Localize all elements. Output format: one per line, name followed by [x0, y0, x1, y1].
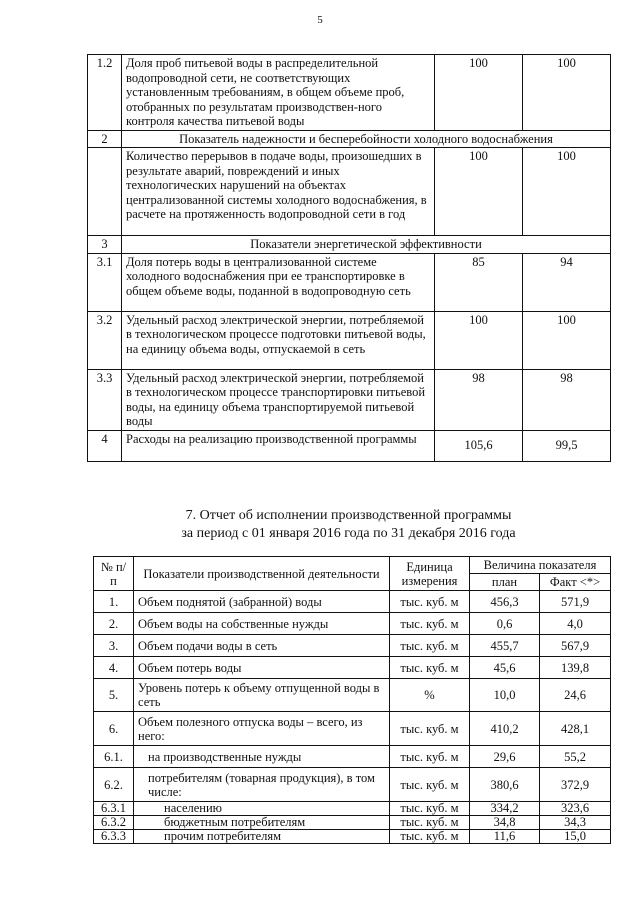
value-1: 105,6 — [435, 430, 523, 461]
plan-value: 410,2 — [470, 712, 540, 746]
header-fact: Факт <*> — [540, 574, 611, 591]
row-number: 3.2 — [88, 311, 122, 369]
indicator-name: Объем потерь воды — [134, 657, 390, 679]
production-report-table — [93, 556, 611, 844]
value-1: 100 — [435, 55, 523, 131]
plan-value: 45,6 — [470, 657, 540, 679]
row-number: 6.3.2 — [94, 816, 134, 830]
plan-value: 456,3 — [470, 591, 540, 613]
fact-value: 55,2 — [540, 746, 611, 768]
table-row — [94, 679, 611, 712]
row-number: 6.1. — [94, 746, 134, 768]
unit: тыс. куб. м — [390, 591, 470, 613]
indicator-row — [88, 311, 611, 369]
plan-value: 0,6 — [470, 613, 540, 635]
row-number: 2 — [88, 130, 122, 148]
indicator-name: Объем воды на собственные нужды — [134, 613, 390, 635]
plan-value: 34,8 — [470, 816, 540, 830]
report-title — [87, 507, 610, 543]
indicator-name: Объем поднятой (забранной) воды — [134, 591, 390, 613]
row-number: 1.2 — [88, 55, 122, 131]
indicator-name: Объем подачи воды в сеть — [134, 635, 390, 657]
row-number: 3 — [88, 236, 122, 254]
indicators-table — [87, 54, 611, 462]
row-number: 3.1 — [88, 253, 122, 311]
section-row — [88, 130, 611, 148]
row-number: 5. — [94, 679, 134, 712]
indicator-name: прочим потребителям — [134, 830, 390, 844]
indicator-text: Доля проб питьевой воды в распределительной водопроводной сети, не соответствующих установленным требованиям, в общем объеме проб, отобранных по результатам производствен-ного контроля качества питьевой воды — [122, 55, 435, 131]
indicator-text: Количество перерывов в подаче воды, произошедших в результате аварий, повреждений и иных технологических нарушений на объектах централизованной системы холодного водоснабжения, в расчете на протяженность водопроводной сети в год — [122, 148, 435, 236]
row-number — [88, 148, 122, 236]
indicator-text: Расходы на реализацию производственной программы — [122, 430, 435, 461]
header-row — [94, 557, 611, 574]
table-row — [94, 635, 611, 657]
section-row — [88, 236, 611, 254]
row-number: 1. — [94, 591, 134, 613]
fact-value: 139,8 — [540, 657, 611, 679]
row-number: 6.3.3 — [94, 830, 134, 844]
row-number: 3.3 — [88, 369, 122, 430]
indicator-name: Объем полезного отпуска воды – всего, из него: — [134, 712, 390, 746]
value-1: 85 — [435, 253, 523, 311]
indicator-name: потребителям (товарная продукция), в том числе: — [134, 768, 390, 802]
value-2: 100 — [523, 311, 611, 369]
unit: тыс. куб. м — [390, 816, 470, 830]
unit: тыс. куб. м — [390, 613, 470, 635]
header-value: Величина показателя — [470, 557, 611, 574]
fact-value: 323,6 — [540, 802, 611, 816]
row-number: 6.3.1 — [94, 802, 134, 816]
table-row — [94, 712, 611, 746]
fact-value: 571,9 — [540, 591, 611, 613]
row-number: 4. — [94, 657, 134, 679]
indicator-row — [88, 253, 611, 311]
unit: тыс. куб. м — [390, 657, 470, 679]
value-2: 100 — [523, 55, 611, 131]
indicator-row — [88, 55, 611, 131]
indicator-name: Уровень потерь к объему отпущенной воды в сеть — [134, 679, 390, 712]
page-number: 5 — [317, 14, 323, 26]
fact-value: 15,0 — [540, 830, 611, 844]
row-number: 4 — [88, 430, 122, 461]
plan-value: 11,6 — [470, 830, 540, 844]
unit: тыс. куб. м — [390, 746, 470, 768]
fact-value: 372,9 — [540, 768, 611, 802]
unit: тыс. куб. м — [390, 635, 470, 657]
indicator-row — [88, 430, 611, 461]
indicator-text: Удельный расход электрической энергии, потребляемой в технологическом процессе подготовки питьевой воды, на единицу объема воды, отпускаемой в сеть — [122, 311, 435, 369]
table-row — [94, 591, 611, 613]
fact-value: 4,0 — [540, 613, 611, 635]
indicator-text: Удельный расход электрической энергии, потребляемой в технологическом процессе транспортировки питьевой воды, на единицу объема транспортируемой питьевой воды — [122, 369, 435, 430]
fact-value: 428,1 — [540, 712, 611, 746]
row-number: 3. — [94, 635, 134, 657]
row-number: 6.2. — [94, 768, 134, 802]
report-title-line-2: за период с 01 января 2016 года по 31 декабря 2016 года — [181, 526, 516, 541]
table-row — [94, 746, 611, 768]
header-unit: Единица измерения — [390, 557, 470, 591]
fact-value: 567,9 — [540, 635, 611, 657]
indicator-name: бюджетным потребителям — [134, 816, 390, 830]
table-row — [94, 816, 611, 830]
plan-value: 10,0 — [470, 679, 540, 712]
report-title-line-1: 7. Отчет об исполнении производственной программы — [185, 508, 512, 523]
unit: тыс. куб. м — [390, 830, 470, 844]
fact-value: 24,6 — [540, 679, 611, 712]
value-1: 100 — [435, 311, 523, 369]
table-row — [94, 613, 611, 635]
indicator-text: Доля потерь воды в централизованной системе холодного водоснабжения при ее транспортировке в общем объеме воды, поданной в водопроводную сеть — [122, 253, 435, 311]
value-2: 98 — [523, 369, 611, 430]
section-title: Показатели энергетической эффективности — [122, 236, 611, 254]
value-1: 100 — [435, 148, 523, 236]
value-2: 100 — [523, 148, 611, 236]
indicator-name: на производственные нужды — [134, 746, 390, 768]
row-number: 6. — [94, 712, 134, 746]
unit: % — [390, 679, 470, 712]
indicator-row — [88, 148, 611, 236]
indicator-row — [88, 369, 611, 430]
table-row — [94, 830, 611, 844]
value-2: 99,5 — [523, 430, 611, 461]
table-row — [94, 802, 611, 816]
plan-value: 29,6 — [470, 746, 540, 768]
plan-value: 334,2 — [470, 802, 540, 816]
unit: тыс. куб. м — [390, 802, 470, 816]
value-2: 94 — [523, 253, 611, 311]
unit: тыс. куб. м — [390, 712, 470, 746]
fact-value: 34,3 — [540, 816, 611, 830]
header-indicator: Показатели производственной деятельности — [134, 557, 390, 591]
row-number: 2. — [94, 613, 134, 635]
header-plan: план — [470, 574, 540, 591]
indicator-name: населению — [134, 802, 390, 816]
plan-value: 455,7 — [470, 635, 540, 657]
section-title: Показатель надежности и бесперебойности холодного водоснабжения — [122, 130, 611, 148]
table-row — [94, 657, 611, 679]
unit: тыс. куб. м — [390, 768, 470, 802]
header-num: № п/п — [94, 557, 134, 591]
table-row — [94, 768, 611, 802]
plan-value: 380,6 — [470, 768, 540, 802]
value-1: 98 — [435, 369, 523, 430]
